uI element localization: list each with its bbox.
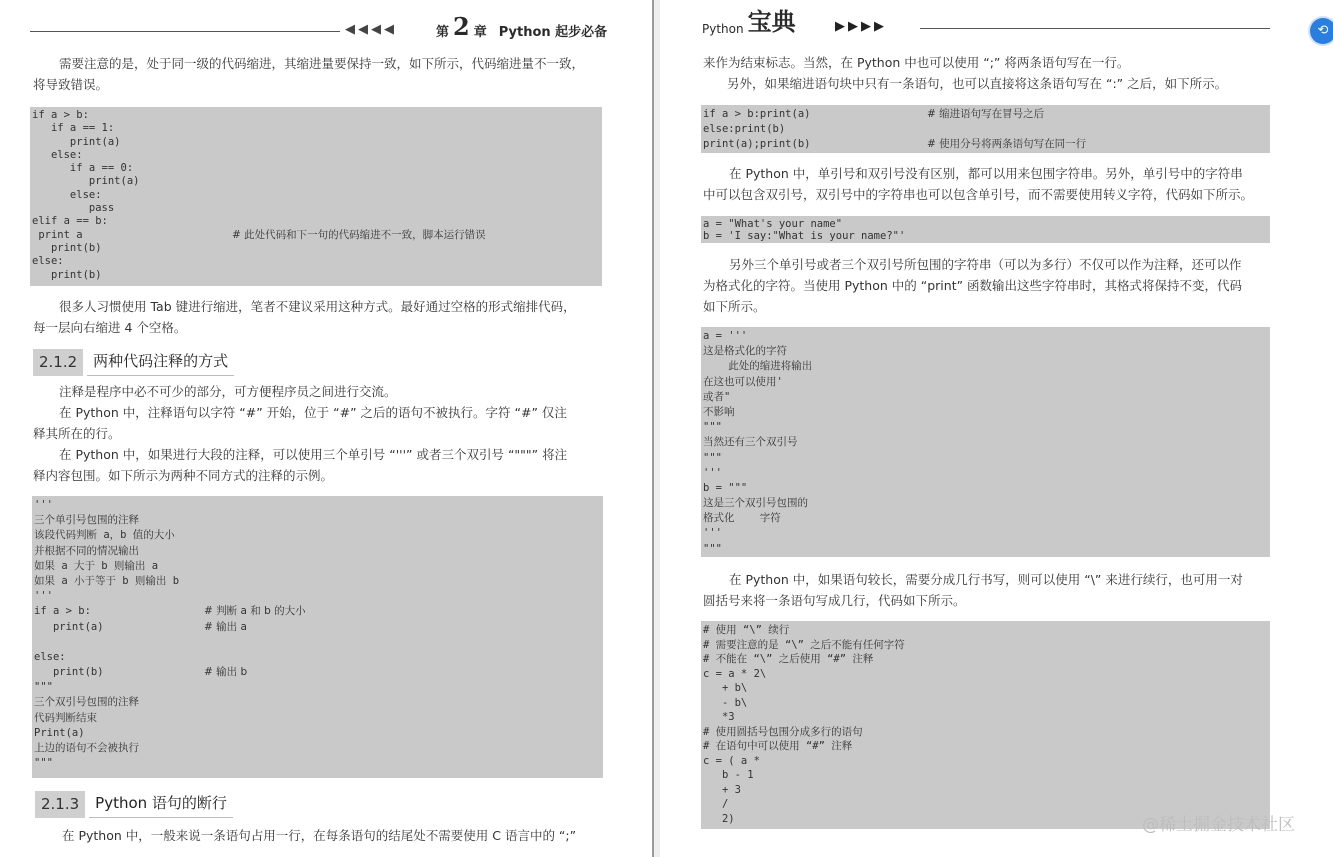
text-line: 每一层向右缩进 4 个空格。 (33, 320, 187, 335)
chapter-suffix: 章 (473, 25, 487, 40)
text-line: 在 Python 中，如果进行大段的注释，可以使用三个单引号 “'''” 或者三个双引号 “"""” 将注 (59, 447, 568, 462)
code-text: c = ( a * (703, 754, 760, 767)
code-block (701, 105, 1270, 153)
code-line (34, 650, 601, 665)
code-text: Print(a) (34, 726, 85, 739)
code-text: if a > b:print(a) (703, 108, 811, 120)
code-text: 格式化 字符 (703, 512, 781, 525)
page-gutter (652, 0, 660, 857)
code-comment: # 此处代码和下一句的代码缩进不一致，脚本运行错误 (232, 228, 486, 241)
code-line (32, 215, 600, 228)
code-line (32, 149, 600, 162)
code-text: print a (32, 228, 83, 241)
code-text: ''' (34, 499, 53, 511)
code-line (32, 136, 600, 149)
code-line (34, 726, 601, 741)
book-header (702, 8, 796, 36)
code-line (703, 710, 1268, 725)
paragraph (33, 381, 567, 486)
code-text: # 不能在 “\” 之后使用 “#” 注释 (703, 653, 874, 665)
code-text: print(a) (32, 135, 121, 148)
code-text: print(a) (34, 620, 104, 633)
code-text: if a == 1: (32, 122, 115, 135)
book-title: 宝典 (747, 7, 796, 36)
code-line (703, 466, 1268, 481)
text-line: 中可以包含双引号，双引号中的字符串也可以包含单引号，而不需要使用转义字符，代码如下所示。 (703, 187, 1254, 202)
text-line: 将导致错误。 (33, 77, 109, 92)
text-line: 来作为结束标志。当然，在 Python 中也可以使用 “;” 将两条语句写在一行。 (703, 55, 1130, 70)
code-line (32, 109, 600, 122)
code-text: """ (703, 421, 722, 434)
code-line (703, 768, 1268, 783)
code-text: print(b) (34, 666, 104, 679)
code-text: 这是三个双引号包围的 (703, 497, 808, 510)
code-text: 2) (703, 812, 735, 825)
section-title: Python 语句的断行 (89, 791, 233, 818)
text-line: 释其所在的行。 (33, 426, 121, 441)
section-heading-2-1-2 (33, 349, 234, 376)
code-line (34, 559, 601, 574)
book-prefix: Python (702, 22, 744, 36)
paragraph (703, 569, 1243, 611)
code-text: *3 (703, 711, 735, 723)
code-line (703, 405, 1268, 420)
section-number: 2.1.2 (33, 349, 83, 376)
code-line (703, 481, 1268, 496)
code-text: """ (34, 757, 53, 770)
code-text: 并根据不同的情况输出 (34, 544, 139, 557)
text-line: 很多人习惯使用 Tab 键进行缩进，笔者不建议采用这种方式。最好通过空格的形式缩排代码， (59, 299, 576, 314)
code-text: b = 'I say:"What is your name?"' (703, 230, 906, 242)
code-text: 代码判断结束 (34, 711, 97, 724)
code-line (703, 218, 1268, 230)
code-line (32, 122, 600, 135)
code-text: # 在语句中可以使用 “#” 注释 (703, 740, 853, 752)
code-block (32, 496, 603, 778)
code-text: c = a * 2\ (703, 667, 767, 680)
text-line: 如下所示。 (703, 299, 766, 314)
paragraph (33, 296, 576, 338)
code-line (32, 229, 600, 242)
code-text: 当然还有三个双引号 (703, 436, 798, 449)
code-line (703, 496, 1268, 511)
code-line (32, 242, 600, 255)
paragraph (703, 52, 1227, 94)
chapter-title: Python 起步必备 (498, 25, 608, 40)
code-text: 如果 a 小于等于 b 则输出 b (34, 574, 180, 587)
code-text: 此处的缩进将输出 (703, 360, 813, 373)
code-line (703, 122, 1268, 137)
code-line (703, 542, 1268, 557)
code-line (32, 255, 600, 268)
code-line (703, 359, 1268, 374)
code-line (32, 202, 600, 215)
code-line (703, 696, 1268, 711)
section-number: 2.1.3 (35, 791, 85, 818)
code-comment: # 判断 a 和 b 的大小 (204, 605, 306, 618)
code-line (703, 137, 1268, 152)
code-text: b - 1 (703, 769, 754, 781)
paragraph (703, 163, 1253, 205)
code-text: b = """ (703, 481, 748, 494)
code-text: a = ''' (703, 330, 748, 342)
code-line (34, 589, 601, 604)
code-text: 在这也可以使用' (703, 375, 783, 388)
code-line (34, 741, 601, 756)
code-line (34, 574, 601, 589)
text-line: 另外三个单引号或者三个双引号所包围的字符串（可以为多行）不仅可以作为注释，还可以作 (729, 257, 1242, 272)
code-line (34, 604, 601, 619)
code-line (703, 230, 1268, 242)
code-text: print(b) (32, 241, 102, 254)
code-text: / (703, 798, 729, 810)
code-line (703, 754, 1268, 769)
code-comment: # 输出 a (204, 620, 247, 633)
code-text: 上边的语句不会被执行 (34, 742, 139, 754)
code-text: 这是格式化的字符 (703, 345, 787, 358)
code-line (34, 635, 601, 650)
code-line (703, 375, 1268, 390)
paragraph (33, 53, 584, 95)
code-line (34, 513, 601, 528)
code-line (34, 695, 601, 710)
code-text: print(a) (32, 175, 140, 188)
text-line: 需要注意的是，处于同一级的代码缩进，其缩进量要保持一致，如下所示，代码缩进量不一致， (59, 56, 585, 71)
code-line (34, 498, 601, 513)
code-text: else: (32, 148, 83, 161)
code-text: """ (34, 681, 53, 694)
code-comment: # 缩进语句写在冒号之后 (927, 108, 1045, 120)
code-line (34, 756, 601, 771)
code-text: print(b) (32, 268, 102, 281)
code-text: pass (32, 202, 115, 215)
code-line (34, 680, 601, 695)
code-line (703, 623, 1268, 638)
code-text: 或者" (703, 390, 731, 403)
code-line (32, 175, 600, 188)
code-text: # 使用 “\” 续行 (703, 624, 790, 636)
paragraph (703, 254, 1242, 317)
code-line (703, 107, 1268, 122)
code-text: # 需要注意的是 “\” 之后不能有任何字符 (703, 638, 905, 651)
text-line: 在 Python 中，如果语句较长，需要分成几行书写，则可以使用 “\” 来进行续行，也可用一对 (729, 572, 1243, 587)
chapter-number: 2 (453, 12, 470, 41)
code-line (32, 162, 600, 175)
code-line (34, 665, 601, 680)
code-text: - b\ (703, 696, 748, 709)
code-text: """ (703, 542, 722, 555)
code-text: + b\ (703, 682, 748, 694)
header-arrows: ◀◀◀◀ (345, 22, 397, 37)
code-text: elif a == b: (32, 215, 108, 228)
code-text: """ (703, 451, 722, 464)
code-line (34, 711, 601, 726)
code-text: a = "What's your name" (703, 218, 843, 230)
left-page (0, 0, 652, 857)
code-line (703, 667, 1268, 682)
text-line: 在 Python 中，注释语句以字符 “#” 开始，位于 “#” 之后的语句不被执行。字符 “#” 仅注 (59, 405, 567, 420)
paragraph (33, 825, 576, 846)
code-block (701, 327, 1270, 557)
code-block (30, 107, 602, 286)
code-line (703, 652, 1268, 667)
code-text: + 3 (703, 783, 741, 796)
code-text: ''' (34, 590, 53, 603)
code-text: 该段代码判断 a，b 值的大小 (34, 529, 175, 542)
code-line (703, 451, 1268, 466)
code-line (703, 681, 1268, 696)
code-text: ''' (703, 527, 722, 540)
code-line (703, 739, 1268, 754)
code-line (703, 783, 1268, 798)
code-text: ''' (703, 466, 722, 479)
code-line (703, 329, 1268, 344)
code-block (701, 621, 1270, 829)
code-line (703, 725, 1268, 740)
header-arrows: ▶▶▶▶ (835, 19, 887, 34)
text-line: 释内容包围。如下所示为两种不同方式的注释的示例。 (33, 468, 334, 483)
code-text: 不影响 (703, 405, 735, 418)
text-line: 另外，如果缩进语句块中只有一条语句，也可以直接将这条语句写在 “:” 之后，如下所示。 (727, 76, 1228, 91)
section-title: 两种代码注释的方式 (87, 349, 234, 376)
code-line (32, 269, 600, 282)
header-rule (920, 28, 1270, 29)
code-line (703, 420, 1268, 435)
code-line (34, 620, 601, 635)
watermark: @稀土掘金技术社区 (1142, 815, 1295, 835)
chapter-header (436, 14, 607, 40)
code-text: else: (32, 255, 64, 268)
section-heading-2-1-3 (35, 791, 233, 818)
text-line: 在 Python 中，单引号和双引号没有区别，都可以用来包围字符串。另外，单引号中的字符串 (729, 166, 1243, 181)
code-line (703, 435, 1268, 450)
chapter-prefix: 第 (436, 25, 450, 40)
code-line (34, 528, 601, 543)
code-text: 三个单引号包围的注释 (34, 514, 139, 527)
text-line: 圆括号来将一条语句写成几行，代码如下所示。 (703, 593, 966, 608)
code-line (703, 344, 1268, 359)
code-comment: # 使用分号将两条语句写在同一行 (927, 138, 1087, 150)
code-text: if a == 0: (32, 162, 134, 175)
code-text: 三个双引号包围的注释 (34, 696, 139, 709)
code-line (703, 638, 1268, 653)
right-page (660, 0, 1333, 857)
code-text: # 使用圆括号包围分成多行的语句 (703, 725, 863, 738)
code-line (32, 189, 600, 202)
text-line: 在 Python 中，一般来说一条语句占用一行，在每条语句的结尾处不需要使用 C 语言中的 “;” (62, 828, 577, 843)
code-text: if a > b: (32, 109, 89, 121)
header-rule (30, 31, 340, 32)
code-text: 如果 a 大于 b 则输出 a (34, 559, 159, 572)
code-block (701, 216, 1270, 243)
code-text: else:print(b) (703, 123, 786, 135)
code-comment: # 输出 b (204, 666, 248, 679)
translate-icon[interactable]: ⟲ (1310, 18, 1333, 44)
code-text: else: (32, 188, 102, 201)
code-text: print(a);print(b) (703, 138, 811, 150)
code-text: if a > b: (34, 605, 91, 618)
code-text: else: (34, 650, 66, 663)
code-line (703, 526, 1268, 541)
code-line (703, 511, 1268, 526)
text-line: 为格式化的字符。当使用 Python 中的 “print” 函数输出这些字符串时，其格式将保持不变，代码 (703, 278, 1243, 293)
text-line: 注释是程序中必不可少的部分，可方便程序员之间进行交流。 (59, 384, 397, 399)
code-line (34, 544, 601, 559)
code-line (703, 390, 1268, 405)
